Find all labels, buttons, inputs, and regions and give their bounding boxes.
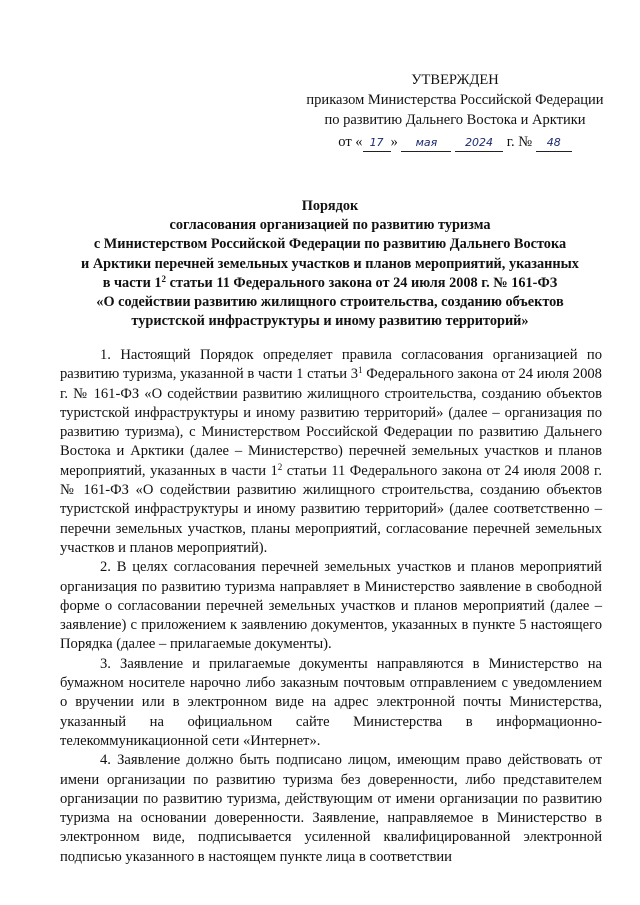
paragraph-1-part-b: Федерального закона от 24 июля 2008 г. № 161-ФЗ «О содействии развитию жилищного строительства, созданию объектов туристской инфраструктуры и иному развитию территорий» (далее – организация по развитию туризма), с Министерством Российской Федерации по развитию Дальнего Востока и Арктики (далее – Министерство) перечней земельных участков и планов мероприятий, указанных в части 1 (60, 366, 602, 479)
paragraph-2: 2. В целях согласования перечней земельных участков и планов мероприятий организация по развитию туризма направляет в Министерство заявление в свободной форме о согласовании перечней земельных участков и планов мероприятий (далее – заявление) с приложением к заявлению документов, указанных в пункте 5 настоящего Порядка (далее – прилагаемые документы). (60, 559, 602, 653)
title-heading: Порядок (301, 198, 359, 214)
title-line-1: согласования организацией по развитию туризма (169, 217, 491, 234)
title-line-2: с Министерством Российской Федерации по развитию Дальнего Востока (93, 236, 567, 253)
paragraph-1-sup-2: 2 (277, 461, 283, 472)
title-line-3: и Арктики перечней земельных участков и планов мероприятий, указанных (81, 255, 579, 272)
title-superscript: 2 (161, 273, 167, 284)
approval-heading: УТВЕРЖДЕН (411, 72, 499, 88)
handwritten-year: 2024 (455, 135, 503, 152)
title-line-5: «О содействии развитию жилищного строительства, созданию объектов (96, 294, 564, 311)
handwritten-number: 48 (536, 135, 572, 152)
title-line-6: туристской инфраструктуры и иному развитию территорий» (131, 313, 529, 330)
document-title (60, 197, 600, 331)
paragraph-4: 4. Заявление должно быть подписано лицом, имеющим право действовать от имени организации по развитию туризма без доверенности, либо представителем организации по развитию туризма, действующим от имени организации по развитию туризма на основании доверенности. Заявление, направляемое в Министерство в электронном виде, подписывается усиленной квалифицированной электронной подписью указанного в настоящем пункте лица в соответствии (60, 752, 602, 865)
approval-reference (290, 132, 620, 152)
handwritten-day: 17 (363, 135, 391, 152)
paragraph-1-part-a: 1. Настоящий Порядок определяет правила согласования организацией по развитию туризма, указанной в части 1 статьи 3 (60, 347, 602, 383)
title-line-4-end: статьи 11 Федерального закона от 24 июля 2008 г. № 161-ФЗ (166, 274, 558, 291)
document-body (60, 346, 602, 867)
paragraph-3: 3. Заявление и прилагаемые документы направляются в Министерство на бумажном носителе нарочно либо заказным почтовым отправлением с уведомлением о вручении или в электронном виде на адрес электронной почты Министерства, указанный на официальном сайте Министерства в информационно-телекоммуникационной сети «Интернет». (60, 655, 602, 749)
title-line-4 (60, 274, 600, 293)
approval-stamp (290, 70, 620, 152)
approval-quote-close: » (390, 134, 398, 150)
handwritten-month: мая (401, 135, 451, 152)
title-line-4-start: в части 1 (102, 274, 162, 291)
paragraph-1-sup-1: 1 (358, 365, 363, 376)
approval-line-2: по развитию Дальнего Востока и Арктики (324, 112, 586, 128)
paragraph-1-part-c: статьи 11 Федерального закона от 24 июля 2008 г. № 161-ФЗ «О содействии развитию жилищного строительства, созданию объектов туристской инфраструктуры и иному развитию территорий» (далее соответственно – перечни земельных участков, планы мероприятий, согласование перечней земельных участков и планов мероприятий). (60, 462, 603, 556)
approval-line-1: приказом Министерства Российской Федерации (306, 92, 604, 108)
approval-year-suffix: г. № (506, 134, 533, 150)
paragraph-1 (60, 346, 602, 558)
approval-ot: от « (338, 134, 363, 150)
